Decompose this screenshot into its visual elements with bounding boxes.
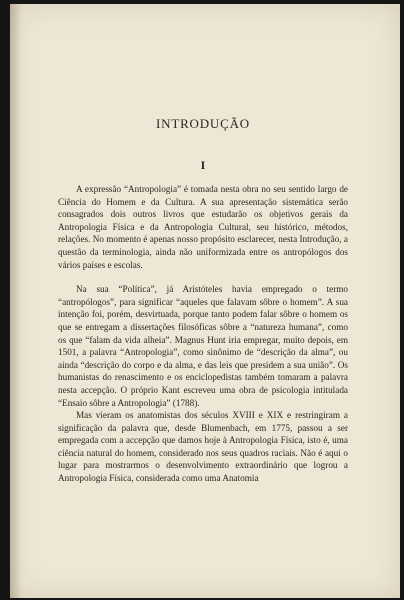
paragraph-2: Na sua “Política”, já Aristóteles havia empregado o termo “antropólogos”, para significar “aqueles que falavam sôbre o homem”. A sua intenção foi, porém, desvirtuada, porque tanto podem falar sôbre o homem os que se entregam a dissertações filosóficas sôbre a “natureza humana”, como os que “falam da vida alheia”. Magnus Hunt iria empregar, muito depois, em 1501, a palavra “Antropologia”, como sinônimo de “descrição da alma”, ou ainda “descrição do corpo e da alma, e das leis que presidem a sua união”. Os humanistas do renascimento e os enciclopedistas também tomaram a palavra nesta accepção. O próprio Kant escreveu uma obra de psicologia intitulada “Ensaio sôbre a Antropologia” (1788). xyxy=(58,284,348,408)
paragraph-3: Mas vieram os anatomistas dos séculos XVIII e XIX e restringiram a significação da palavra que, desde Blumenbach, em 1775, passou a ser empregada com a accepção que damos hoje à Antropologia Física, isto é, uma ciência natural do homem, considerado nos seus quadros raciais. Não é aqui o lugar para mostrarmos o desenvolvimento extraordinário que logrou a Antropologia Física, considerada como uma Anatomia xyxy=(58,410,348,484)
page-spine-shadow xyxy=(10,4,22,598)
book-page xyxy=(10,4,400,598)
chapter-title: INTRODUÇÃO xyxy=(156,116,250,131)
paragraph-1: A expressão “Antropologia” é tomada nesta obra no seu sentido largo de Ciência do Homem e da Cultura. A sua apresentação sistemática serão consagrados dois outros livros que estudarão os objetivos gerais da Antropologia Física e da Antropologia Cultural, seu histórico, métodos, relações. No momento é apenas nosso propósito esclarecer, nesta Introdução, a questão da terminologia, ainda não uniformizada entre os antropólogos dos vários países e escolas. xyxy=(58,184,348,270)
page-content xyxy=(58,116,348,485)
section-number: I xyxy=(200,158,206,172)
